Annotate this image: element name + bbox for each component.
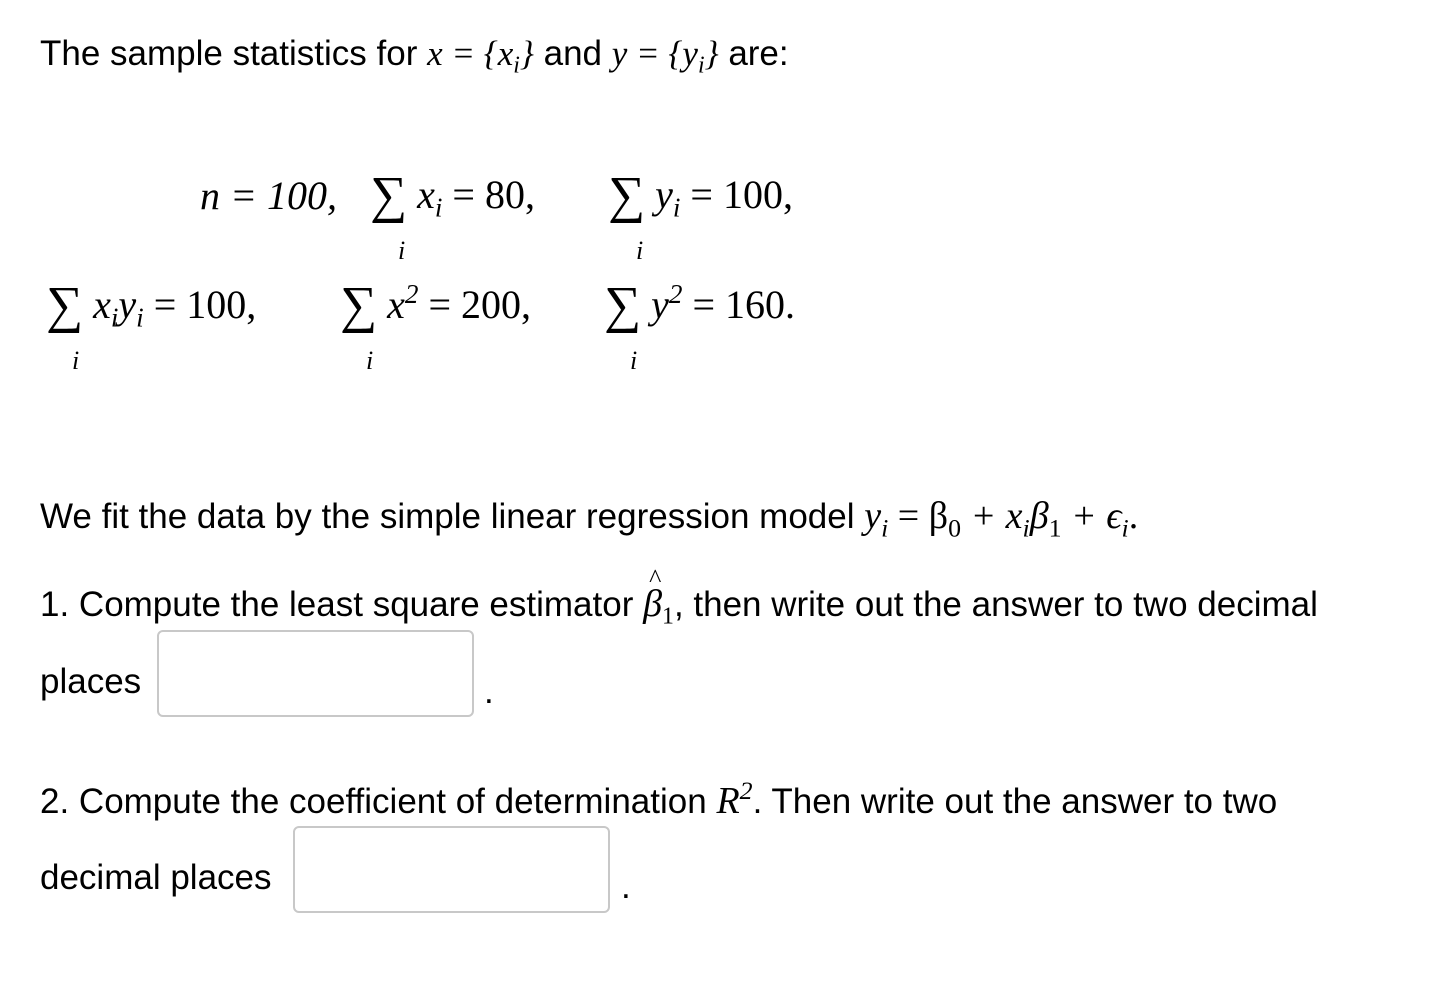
x-def-main: x = {x [427, 34, 514, 73]
eq-beta0: = β [897, 495, 949, 537]
question-1-line [40, 582, 1318, 631]
sum-y2-group: ∑ $y^2 = 160$. [604, 277, 795, 334]
intro-line [40, 34, 789, 80]
model-line [40, 494, 1138, 543]
eq-end: . [1128, 495, 1139, 537]
x-def-sub: i [513, 52, 520, 79]
beta-hat-letter: β [643, 583, 663, 625]
stat-sum-x: = 80, [452, 172, 535, 217]
x-definition [427, 34, 534, 79]
r-sup: 2 [739, 776, 753, 805]
sum-index: i [366, 346, 374, 375]
q2-text-a: 2. Compute the coefficient of determination [40, 782, 707, 822]
r-letter: R [716, 780, 740, 823]
beta-hat-symbol [643, 582, 662, 626]
answer-input-1[interactable] [157, 630, 474, 717]
sum-x-group: ∑ $x_i = 80$, [370, 167, 535, 224]
intro-and: and [543, 34, 603, 73]
eq-beta1: β [1029, 495, 1049, 537]
sum-index: i [398, 236, 406, 265]
sum-index: i [630, 346, 638, 375]
sum-y-group: ∑ $y_i = 100$, [608, 167, 793, 224]
stats-row-1 [200, 172, 337, 219]
sum-xy-group: ∑ $x_iy_i = 100$, [46, 277, 257, 334]
q1-text-b: , then write out the answer to two decimal [673, 585, 1318, 624]
stat-sum-x2: = 200, [428, 282, 531, 327]
sigma-icon: ∑ [608, 167, 646, 224]
y-definition [611, 34, 719, 79]
answer-input-2[interactable] [293, 826, 610, 913]
sigma-icon: ∑ [340, 277, 378, 334]
intro-text: The sample statistics for [40, 34, 418, 73]
r-squared-symbol [716, 776, 753, 823]
q2-text-b: . Then write out the answer to two [752, 782, 1278, 822]
sigma-icon: ∑ [604, 277, 642, 334]
q1-text-a: 1. Compute the least square estimator [40, 585, 634, 624]
y-def-main: y = {y [611, 34, 698, 73]
model-equation: $y_i = \beta_0 + x_i\beta_1 + \epsilon_i$. [864, 495, 1139, 543]
question-2-line [40, 776, 1277, 823]
y-def-sub: i [697, 52, 705, 79]
sigma-icon: ∑ [46, 277, 84, 334]
stat-sum-xy: = 100, [153, 282, 257, 327]
sum-x2-group: ∑ $x^2 = 200$, [340, 277, 531, 334]
q2-text-c: decimal places [40, 858, 272, 897]
stat-sum-y: = 100, [690, 172, 793, 217]
eq-y: y [864, 495, 882, 537]
eq-xi: + x [970, 495, 1023, 537]
q1-text-c: places [40, 662, 142, 701]
q2-period: . [621, 867, 631, 906]
eq-epsilon: + ϵ [1071, 495, 1122, 537]
intro-are: are: [728, 34, 789, 73]
q1-period: . [484, 672, 494, 711]
x-def-close: } [519, 34, 534, 73]
beta-hat-sub: 1 [662, 603, 674, 630]
sum-index: i [636, 236, 644, 265]
sigma-icon: ∑ [370, 167, 408, 224]
model-text: We fit the data by the simple linear regression model [40, 497, 855, 536]
y-def-close: } [704, 34, 719, 73]
stat-n: n = 100, [200, 173, 337, 218]
sum-index: i [72, 346, 80, 375]
stat-sum-y2: = 160. [692, 282, 795, 327]
